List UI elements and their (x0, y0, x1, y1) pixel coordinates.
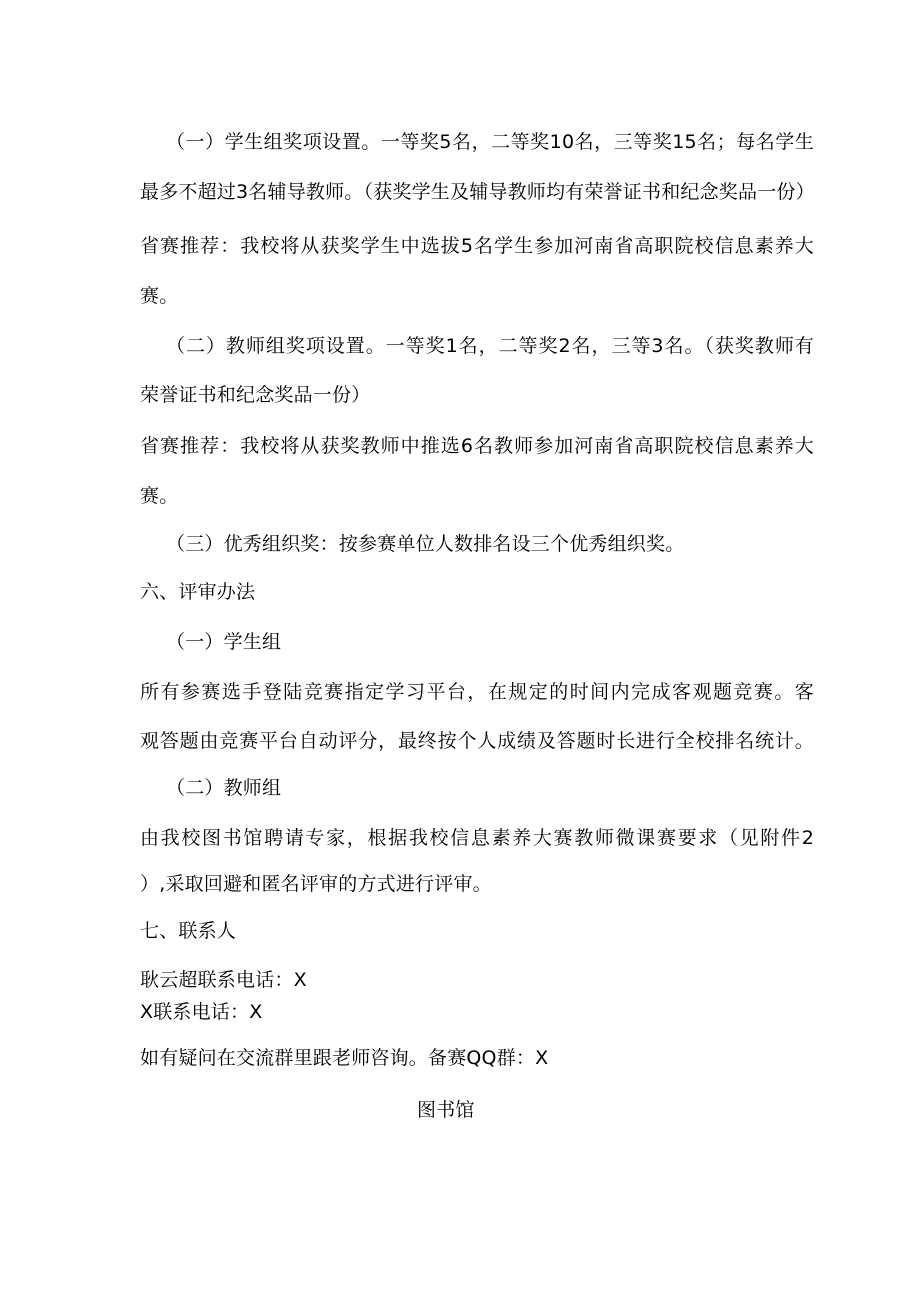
signature: 图书馆 (417, 1099, 475, 1121)
student-recommendation-line-2: 赛。 (140, 285, 179, 307)
teacher-recommendation-line-2: 赛。 (140, 485, 179, 507)
review-teacher-line-2: ）,采取回避和匿名评审的方式进行评审。 (140, 873, 492, 895)
contact-heading: 七、联系人 (140, 920, 237, 942)
review-student-line-2: 观答题由竞赛平台自动评分，最终按个人成绩及答题时长进行全校排名统计。 (140, 730, 814, 752)
organization-award: （三）优秀组织奖：按参赛单位人数排名设三个优秀组织奖。 (166, 533, 685, 555)
review-student-line-1: 所有参赛选手登陆竞赛指定学习平台，在规定的时间内完成客观题竞赛。客 (140, 681, 814, 703)
student-awards-line-2: 最多不超过3名辅导教师。（获奖学生及辅导教师均有荣誉证书和纪念奖品一份） (140, 181, 815, 203)
review-teacher-heading: （二）教师组 (166, 777, 282, 799)
qq-group-note: 如有疑问在交流群里跟老师咨询。备赛QQ群：X (140, 1047, 549, 1069)
contact-person-1: 耿云超联系电话：X (140, 969, 307, 991)
review-teacher-line-1: 由我校图书馆聘请专家，根据我校信息素养大赛教师微课赛要求（见附件2 (140, 827, 814, 849)
review-heading: 六、评审办法 (140, 581, 256, 603)
student-recommendation-line-1: 省赛推荐：我校将从获奖学生中选拔5名学生参加河南省高职院校信息素养大 (140, 235, 814, 257)
student-awards-line-1: （一）学生组奖项设置。一等奖5名，二等奖10名，三等奖15名；每名学生 (166, 131, 814, 153)
teacher-awards-line-1: （二）教师组奖项设置。一等奖1名，二等奖2名，三等3名。（获奖教师有 (166, 335, 814, 357)
review-student-heading: （一）学生组 (166, 631, 282, 653)
contact-person-2: X联系电话：X (140, 1001, 263, 1023)
teacher-recommendation-line-1: 省赛推荐：我校将从获奖教师中推选6名教师参加河南省高职院校信息素养大 (140, 435, 814, 457)
teacher-awards-line-2: 荣誉证书和纪念奖品一份） (140, 384, 371, 406)
